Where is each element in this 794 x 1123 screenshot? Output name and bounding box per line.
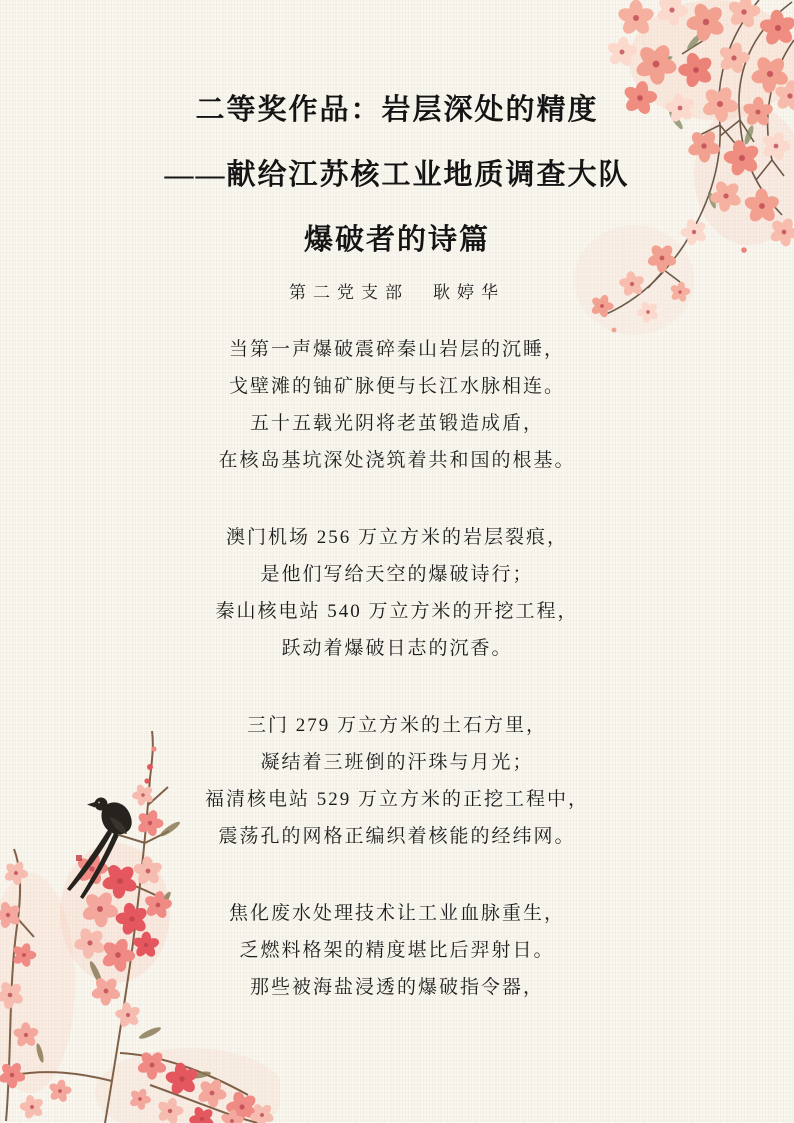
poem-line: 在核岛基坑深处浇筑着共和国的根基。 bbox=[218, 450, 576, 471]
poem-line: 那些被海盐浸透的爆破指令器， bbox=[249, 977, 544, 998]
poem-line: 是他们写给天空的爆破诗行； bbox=[260, 564, 534, 585]
poem-line: 福清核电站 529 万立方米的正挖工程中， bbox=[204, 789, 589, 810]
poem-line: 三门 279 万立方米的土石方里， bbox=[246, 715, 547, 736]
poem-line: 跃动着爆破日志的沉香。 bbox=[281, 638, 513, 659]
stanza-3 bbox=[0, 707, 794, 855]
stanza-4 bbox=[0, 895, 794, 1006]
byline: 第二党支部 耿婷华 bbox=[289, 283, 505, 302]
watercolor-wash bbox=[95, 1048, 280, 1123]
poem-line: 戈壁滩的铀矿脉便与长江水脉相连。 bbox=[228, 376, 565, 397]
poem-line: 焦化废水处理技术让工业血脉重生， bbox=[228, 903, 565, 924]
poem-line: 五十五载光阴将老茧锻造成盾， bbox=[249, 413, 544, 434]
poem-line: 凝结着三班倒的汗珠与月光； bbox=[260, 752, 534, 773]
poem-line: 乏燃料格架的精度堪比后羿射日。 bbox=[239, 940, 555, 961]
poem-line: 澳门机场 256 万立方米的岩层裂痕， bbox=[225, 527, 568, 548]
poem-line: 当第一声爆破震碎秦山岩层的沉睡， bbox=[228, 339, 565, 360]
poem-body bbox=[0, 331, 794, 1006]
poem-line: 秦山核电站 540 万立方米的开挖工程， bbox=[215, 601, 579, 622]
poem-line: 震荡孔的网格正编织着核能的经纬网。 bbox=[218, 826, 576, 847]
stanza-2 bbox=[0, 519, 794, 667]
title-block bbox=[0, 0, 794, 273]
stanza-1 bbox=[0, 331, 794, 479]
title-line-2: ——献给江苏核工业地质调查大队 bbox=[164, 159, 630, 191]
title-line-3: 爆破者的诗篇 bbox=[303, 224, 490, 256]
title-line-1: 二等奖作品：岩层深处的精度 bbox=[195, 94, 599, 126]
